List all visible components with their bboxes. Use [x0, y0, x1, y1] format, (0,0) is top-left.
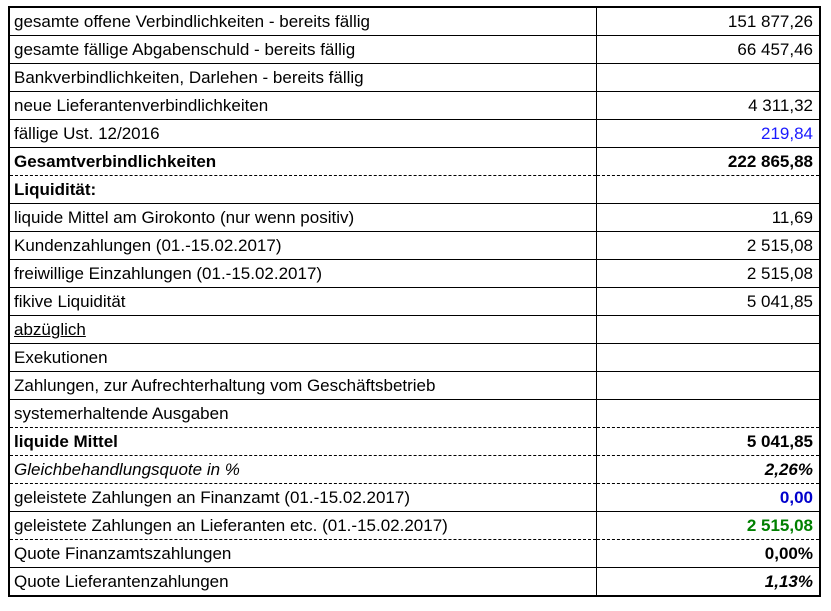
table-row: [9, 512, 820, 540]
row-label-cell[interactable]: Gleichbehandlungsquote in %: [9, 456, 597, 484]
table-row: [9, 232, 820, 260]
row-value-cell[interactable]: [597, 316, 821, 344]
row-value-cell[interactable]: 5 041,85: [597, 288, 821, 316]
table-row: [9, 372, 820, 400]
row-value-cell[interactable]: [597, 344, 821, 372]
row-label-cell[interactable]: Exekutionen: [9, 344, 597, 372]
row-value-cell[interactable]: 219,84: [597, 120, 821, 148]
table-row: [9, 344, 820, 372]
row-value-cell[interactable]: 2 515,08: [597, 232, 821, 260]
row-value-cell[interactable]: [597, 372, 821, 400]
row-label-cell[interactable]: abzüglich: [9, 316, 597, 344]
row-label-cell[interactable]: freiwillige Einzahlungen (01.-15.02.2017): [9, 260, 597, 288]
row-label-cell[interactable]: Quote Lieferantenzahlungen: [9, 568, 597, 597]
row-value-cell[interactable]: 5 041,85: [597, 428, 821, 456]
table-row: [9, 7, 820, 36]
row-value-cell[interactable]: 222 865,88: [597, 148, 821, 176]
table-row: [9, 316, 820, 344]
row-value-cell[interactable]: [597, 400, 821, 428]
row-label-cell[interactable]: fikive Liquidität: [9, 288, 597, 316]
row-label-cell[interactable]: Liquidität:: [9, 176, 597, 204]
row-label-cell[interactable]: Kundenzahlungen (01.-15.02.2017): [9, 232, 597, 260]
row-label-cell[interactable]: systemerhaltende Ausgaben: [9, 400, 597, 428]
row-value-cell[interactable]: 2,26%: [597, 456, 821, 484]
row-value-cell[interactable]: 4 311,32: [597, 92, 821, 120]
row-label-cell[interactable]: geleistete Zahlungen an Finanzamt (01.-15.02.2017): [9, 484, 597, 512]
table-row: [9, 120, 820, 148]
row-label-cell[interactable]: Zahlungen, zur Aufrechterhaltung vom Geschäftsbetrieb: [9, 372, 597, 400]
row-value-cell[interactable]: 0,00: [597, 484, 821, 512]
row-value-cell[interactable]: 11,69: [597, 204, 821, 232]
row-label-cell[interactable]: liquide Mittel am Girokonto (nur wenn positiv): [9, 204, 597, 232]
row-label-cell[interactable]: gesamte offene Verbindlichkeiten - bereits fällig: [9, 7, 597, 36]
table-row: [9, 148, 820, 176]
row-value-cell[interactable]: [597, 64, 821, 92]
liquidity-table-body: [9, 7, 820, 596]
table-row: [9, 288, 820, 316]
row-value-cell[interactable]: 66 457,46: [597, 36, 821, 64]
table-row: [9, 568, 820, 597]
table-row: [9, 484, 820, 512]
row-label-cell[interactable]: neue Lieferantenverbindlichkeiten: [9, 92, 597, 120]
row-label-cell[interactable]: fällige Ust. 12/2016: [9, 120, 597, 148]
row-label-cell[interactable]: Gesamtverbindlichkeiten: [9, 148, 597, 176]
row-value-cell[interactable]: [597, 176, 821, 204]
row-label-cell[interactable]: geleistete Zahlungen an Lieferanten etc. (01.-15.02.2017): [9, 512, 597, 540]
liquidity-table: [8, 6, 821, 597]
row-value-cell[interactable]: 151 877,26: [597, 7, 821, 36]
table-row: [9, 64, 820, 92]
table-row: [9, 92, 820, 120]
row-value-cell[interactable]: 2 515,08: [597, 260, 821, 288]
row-label-cell[interactable]: gesamte fällige Abgabenschuld - bereits fällig: [9, 36, 597, 64]
table-row: [9, 540, 820, 568]
table-row: [9, 400, 820, 428]
row-label-cell[interactable]: Bankverbindlichkeiten, Darlehen - bereits fällig: [9, 64, 597, 92]
row-value-cell[interactable]: 2 515,08: [597, 512, 821, 540]
table-row: [9, 428, 820, 456]
row-value-cell[interactable]: 1,13%: [597, 568, 821, 597]
row-value-cell[interactable]: 0,00%: [597, 540, 821, 568]
row-label-cell[interactable]: Quote Finanzamtszahlungen: [9, 540, 597, 568]
table-row: [9, 204, 820, 232]
row-label-cell[interactable]: liquide Mittel: [9, 428, 597, 456]
table-row: [9, 260, 820, 288]
table-row: [9, 36, 820, 64]
table-row: [9, 176, 820, 204]
table-row: [9, 456, 820, 484]
